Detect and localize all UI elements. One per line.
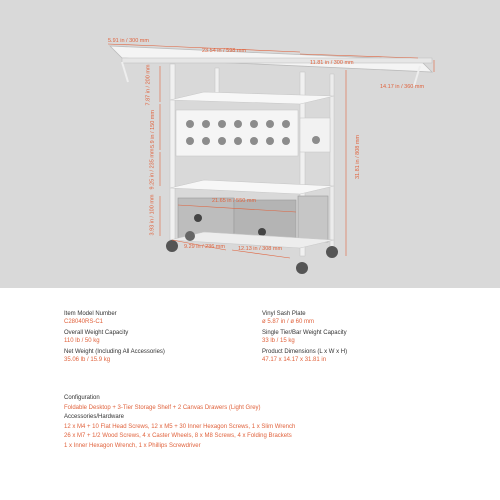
spec-label: Item Model Number bbox=[64, 311, 117, 317]
spec-right-column bbox=[262, 310, 442, 367]
configuration-line: 1 x Inner Hexagon Wrench, 1 x Phillips Screwdriver bbox=[64, 442, 201, 449]
dim-drawer-depth: 12.13 in / 308 mm bbox=[238, 246, 283, 252]
configuration-line: 26 x M7 + 1/2 Wood Screws, 4 x Caster Wheels, 8 x M8 Screws, 4 x Folding Brackets bbox=[64, 433, 292, 439]
dim-height-c: 9.25 in / 235 mm bbox=[149, 148, 156, 190]
dim-height-d: 3.93 in / 100 mm bbox=[149, 194, 156, 236]
configuration-section bbox=[64, 394, 444, 451]
dim-top-depth: 14.17 in / 360 mm bbox=[380, 84, 425, 90]
spec-label: Overall Weight Capacity bbox=[64, 330, 129, 336]
dim-top-left-flap: 5.91 in / 300 mm bbox=[108, 38, 149, 44]
spec-value: 33 lb / 15 kg bbox=[262, 338, 295, 344]
dim-height-a: 7.87 in / 200 mm bbox=[145, 64, 152, 106]
configuration-line: Accessories/Hardware bbox=[64, 414, 125, 420]
dim-total-height: 31.81 in / 808 mm bbox=[355, 134, 362, 180]
dim-top-right-flap: 11.81 in / 300 mm bbox=[310, 60, 354, 66]
configuration-line: 12 x M4 + 10 Flat Head Screws, 12 x M5 + 30 Inner Hexagon Screws, 1 x Slim Wrench bbox=[64, 423, 296, 430]
spec-label: Net Weight (Including All Accessories) bbox=[64, 349, 165, 355]
dim-shelf-width: 21.65 in / 550 mm bbox=[212, 198, 257, 204]
dim-height-b: 5.9 in / 150 mm bbox=[149, 110, 156, 148]
spec-label: Single Tier/Bar Weight Capacity bbox=[262, 330, 347, 336]
spec-value: 110 lb / 50 kg bbox=[64, 338, 100, 344]
configuration-line: Foldable Desktop + 3-Tier Storage Shelf + 2 Canvas Drawers (Light Grey) bbox=[64, 404, 261, 411]
spec-value: 47.17 x 14.17 x 31.81 in bbox=[262, 357, 327, 363]
spec-label: Vinyl Sash Plate bbox=[262, 311, 306, 317]
spec-left-column bbox=[64, 310, 234, 367]
spec-label: Product Dimensions (L x W x H) bbox=[262, 349, 348, 355]
dim-drawer-width: 9.29 in / 236 mm bbox=[184, 244, 225, 250]
spec-value: ø 5.87 in / ø 60 mm bbox=[262, 319, 315, 325]
spec-panel bbox=[0, 288, 500, 500]
dim-top-width: 23.54 in / 598 mm bbox=[202, 48, 247, 54]
configuration-title: Configuration bbox=[64, 395, 100, 401]
spec-value: 35.06 lb / 15.9 kg bbox=[64, 357, 111, 363]
spec-value: C28040RS-C1 bbox=[64, 319, 104, 325]
